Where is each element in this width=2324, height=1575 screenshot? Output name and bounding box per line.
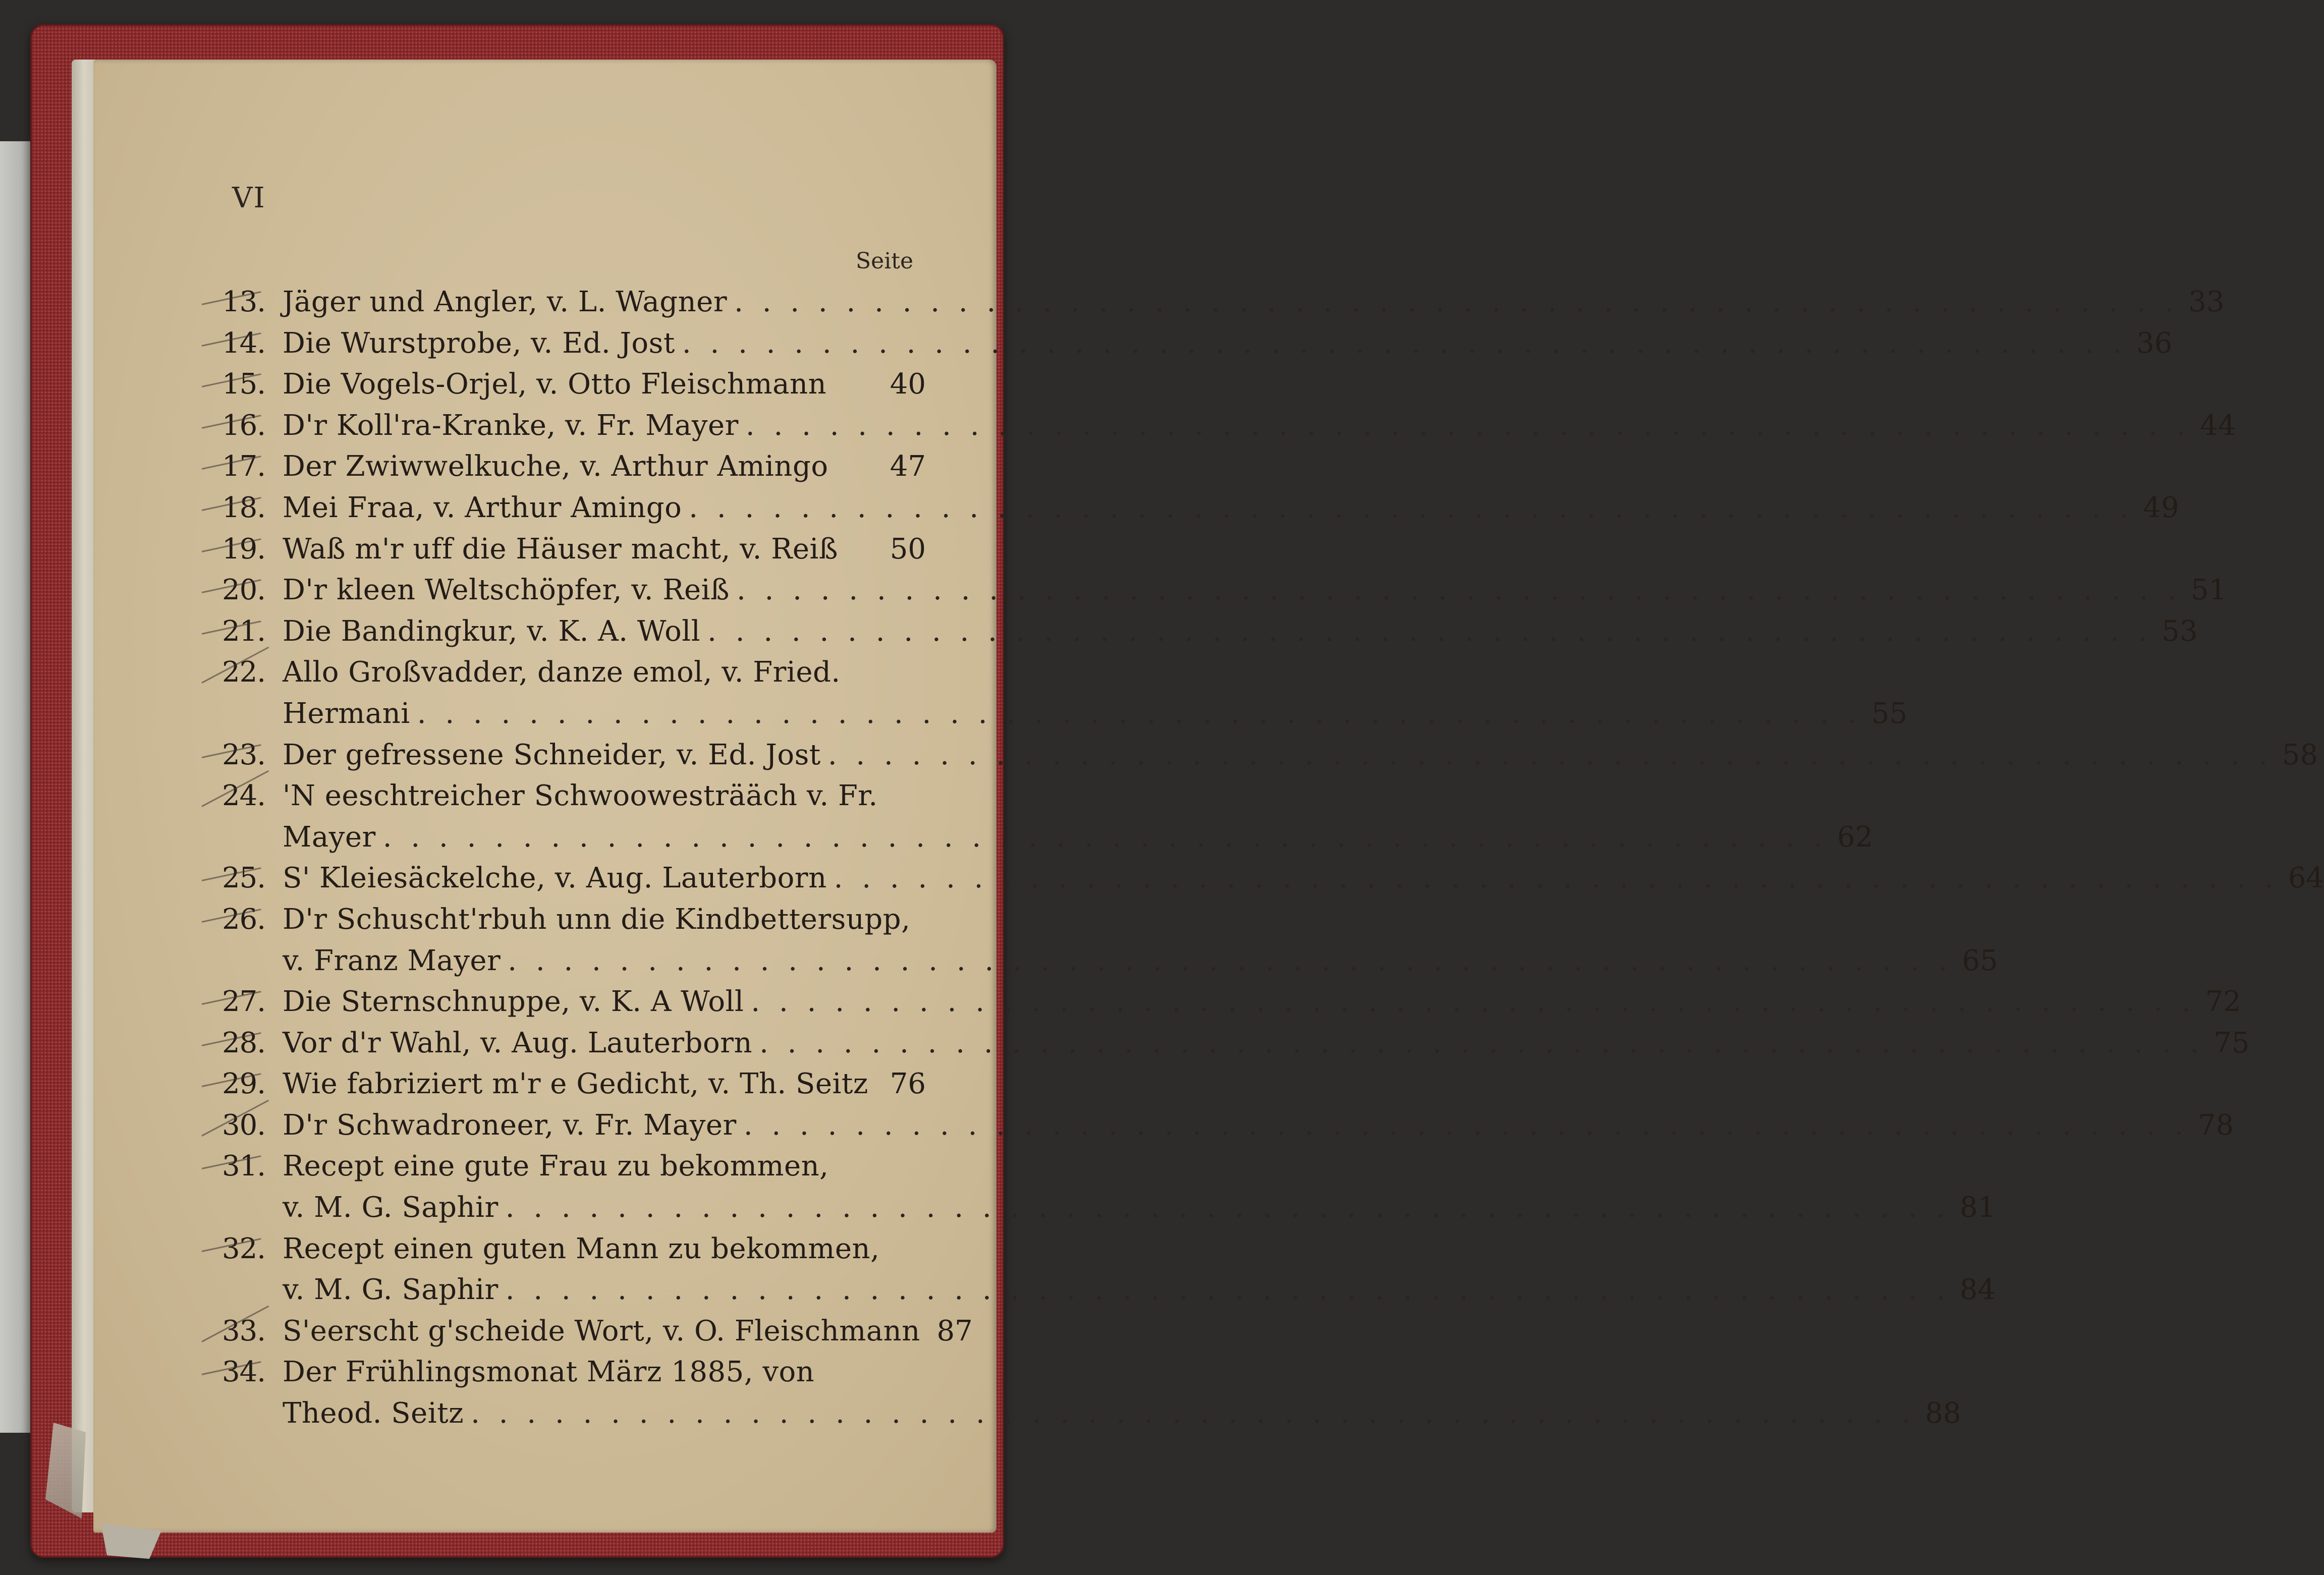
leader-dots (737, 1105, 2188, 1146)
entry-page-number: 44 (2200, 409, 2236, 442)
toc-entry (222, 1105, 2234, 1146)
toc-line (222, 323, 2173, 364)
toc-entry (222, 735, 2318, 776)
toc-line (222, 1187, 1996, 1228)
toc-entry (222, 529, 926, 570)
entry-number: 32. (222, 1232, 266, 1265)
leader-dots (410, 693, 1862, 735)
leader-dots (675, 323, 2127, 364)
entry-title: S'eerscht g'scheide Wort, v. O. Fleischmann (283, 1314, 920, 1347)
entry-title: Wie fabriziert m'r e Gedicht, v. Th. Seitz (283, 1067, 868, 1101)
leader-dots (376, 817, 1828, 858)
leader-dots (700, 611, 2152, 652)
entry-title: 'N eeschtreicher Schwoowesträäch v. Fr. (283, 779, 878, 813)
toc-line (222, 1228, 926, 1270)
entry-page-number: 62 (1837, 820, 1873, 854)
toc-entry (222, 323, 2173, 364)
toc-line (222, 940, 1998, 982)
entry-page-number: 58 (2282, 738, 2318, 771)
entry-number: 28. (222, 1026, 266, 1059)
entry-number: 14. (222, 326, 266, 360)
entry-title: D'r Schwadroneer, v. Fr. Mayer (283, 1108, 737, 1142)
leader-dots (739, 405, 2190, 446)
entry-number: 24. (222, 779, 266, 813)
entry-page-number: 87 (936, 1314, 973, 1347)
entry-title: Hermani (283, 697, 410, 730)
entry-page-number: 65 (1962, 944, 1998, 977)
entry-number: 21. (222, 614, 266, 648)
toc-line (222, 735, 2318, 776)
toc-entry (222, 981, 2241, 1023)
leader-dots (821, 735, 2273, 776)
toc-entry (222, 652, 1908, 734)
entry-title: S' Kleiesäckelche, v. Aug. Lauterborn (283, 862, 827, 895)
toc-line (222, 858, 2324, 899)
toc-entry (222, 1023, 2250, 1064)
leader-dots (501, 940, 1952, 982)
toc-entry (222, 775, 1873, 858)
entry-title: Die Bandingkur, v. K. A. Woll (283, 614, 701, 648)
toc-entry (222, 1352, 1961, 1434)
table-of-contents (222, 282, 2324, 1434)
entry-page-number: 50 (890, 532, 926, 566)
toc-entry (222, 446, 926, 487)
toc-line (222, 487, 2179, 529)
entry-title: Mei Fraa, v. Arthur Amingo (283, 491, 682, 524)
toc-line (222, 1269, 1996, 1311)
entry-title: Recept einen guten Mann zu bekommen, (283, 1232, 880, 1265)
toc-line (222, 981, 2241, 1023)
entry-title: Recept eine gute Frau zu bekommen, (283, 1150, 829, 1183)
entry-page-number: 53 (2162, 614, 2198, 648)
entry-number: 29. (222, 1067, 266, 1101)
toc-line (222, 446, 926, 487)
toc-entry (222, 1311, 973, 1352)
entry-title: D'r kleen Weltschöpfer, v. Reiß (283, 574, 730, 607)
toc-line (222, 652, 926, 693)
entry-title: Waß m'r uff die Häuser macht, v. Reiß (283, 532, 838, 566)
entry-number: 22. (222, 656, 266, 689)
toc-entry (222, 899, 1998, 981)
toc-entry (222, 405, 2236, 446)
entry-number: 23. (222, 738, 266, 771)
toc-line (222, 364, 926, 405)
toc-line (222, 1063, 926, 1105)
entry-page-number: 88 (1925, 1397, 1961, 1430)
entry-number: 15. (222, 368, 266, 401)
toc-line (222, 1393, 1961, 1434)
entry-number: 31. (222, 1150, 266, 1183)
toc-line (222, 1311, 973, 1352)
entry-number: 27. (222, 985, 266, 1019)
entry-title: v. Franz Mayer (283, 944, 501, 977)
entry-title: Allo Großvadder, danze emol, v. Fried. (283, 656, 841, 689)
entry-title: Mayer (283, 820, 376, 854)
toc-entry (222, 1063, 926, 1105)
toc-entry (222, 364, 926, 405)
toc-entry (222, 487, 2179, 529)
entry-title: Die Wurstprobe, v. Ed. Jost (283, 326, 675, 360)
toc-line (222, 1146, 926, 1187)
entry-title: Theod. Seitz (283, 1397, 464, 1430)
toc-entry (222, 858, 2324, 899)
entry-page-number: 47 (890, 450, 926, 483)
toc-line (222, 693, 1908, 735)
entry-number: 16. (222, 409, 266, 442)
entry-number: 18. (222, 491, 266, 524)
toc-line (222, 529, 926, 570)
leader-dots (752, 1023, 2204, 1064)
toc-entry (222, 1228, 1996, 1311)
entry-number: 26. (222, 903, 266, 936)
entry-page-number: 72 (2205, 985, 2241, 1019)
leader-dots (499, 1269, 1950, 1311)
leader-dots (464, 1393, 1915, 1434)
entry-title: Der Zwiwwelkuche, v. Arthur Amingo (283, 450, 828, 483)
entry-title: v. M. G. Saphir (283, 1273, 499, 1307)
entry-title: Die Sternschnuppe, v. K. A Woll (283, 985, 744, 1019)
entry-page-number: 64 (2288, 862, 2324, 895)
entry-title: Jäger und Angler, v. L. Wagner (283, 286, 728, 318)
toc-line (222, 570, 2227, 611)
toc-line (222, 817, 1873, 858)
entry-number: 34. (222, 1356, 266, 1389)
entry-page-number: 36 (2136, 326, 2173, 360)
toc-line (222, 1352, 926, 1393)
entry-title: D'r Koll'ra-Kranke, v. Fr. Mayer (283, 409, 739, 442)
entry-page-number: 49 (2143, 491, 2179, 524)
entry-title: v. M. G. Saphir (283, 1191, 499, 1224)
leader-dots (499, 1187, 1950, 1228)
entry-number: 13. (222, 286, 266, 318)
entry-page-number: 81 (1959, 1191, 1996, 1224)
entry-number: 20. (222, 574, 266, 607)
entry-number: 19. (222, 532, 266, 566)
entry-page-number: 51 (2191, 574, 2227, 607)
entry-title: Vor d'r Wahl, v. Aug. Lauterborn (283, 1026, 753, 1059)
leader-dots (682, 487, 2133, 529)
leader-dots (727, 282, 2179, 323)
leader-dots (730, 570, 2181, 611)
entry-page-number: 75 (2214, 1026, 2250, 1059)
leader-dots (744, 981, 2195, 1023)
entry-number: 17. (222, 450, 266, 483)
entry-title: D'r Schuscht'rbuh unn die Kindbettersupp, (283, 903, 911, 936)
entry-title: Der Frühlingsmonat März 1885, von (283, 1356, 815, 1389)
entry-title: Die Vogels-Orjel, v. Otto Fleischmann (283, 368, 827, 401)
toc-entry (222, 282, 2225, 323)
entry-page-number: 33 (2188, 286, 2225, 318)
page-column-header: Seite (856, 248, 913, 274)
entry-page-number: 76 (890, 1067, 926, 1101)
entry-number: 30. (222, 1108, 266, 1142)
leader-dots (827, 858, 2279, 899)
toc-entry (222, 1146, 1996, 1228)
entry-page-number: 84 (1959, 1273, 1996, 1307)
toc-line (222, 899, 926, 940)
entry-title: Der gefressene Schneider, v. Ed. Jost (283, 738, 821, 771)
entry-page-number: 55 (1871, 697, 1908, 730)
toc-line (222, 282, 2225, 323)
toc-line (222, 1105, 2234, 1146)
toc-line (222, 405, 2236, 446)
toc-line (222, 1023, 2250, 1064)
entry-page-number: 40 (890, 368, 926, 401)
entry-number: 33. (222, 1314, 266, 1347)
toc-line (222, 611, 2198, 652)
entry-page-number: 78 (2198, 1108, 2234, 1142)
toc-entry (222, 570, 2227, 611)
page-number: VI (232, 182, 266, 214)
toc-line (222, 775, 926, 817)
toc-entry (222, 611, 2198, 652)
entry-number: 25. (222, 862, 266, 895)
